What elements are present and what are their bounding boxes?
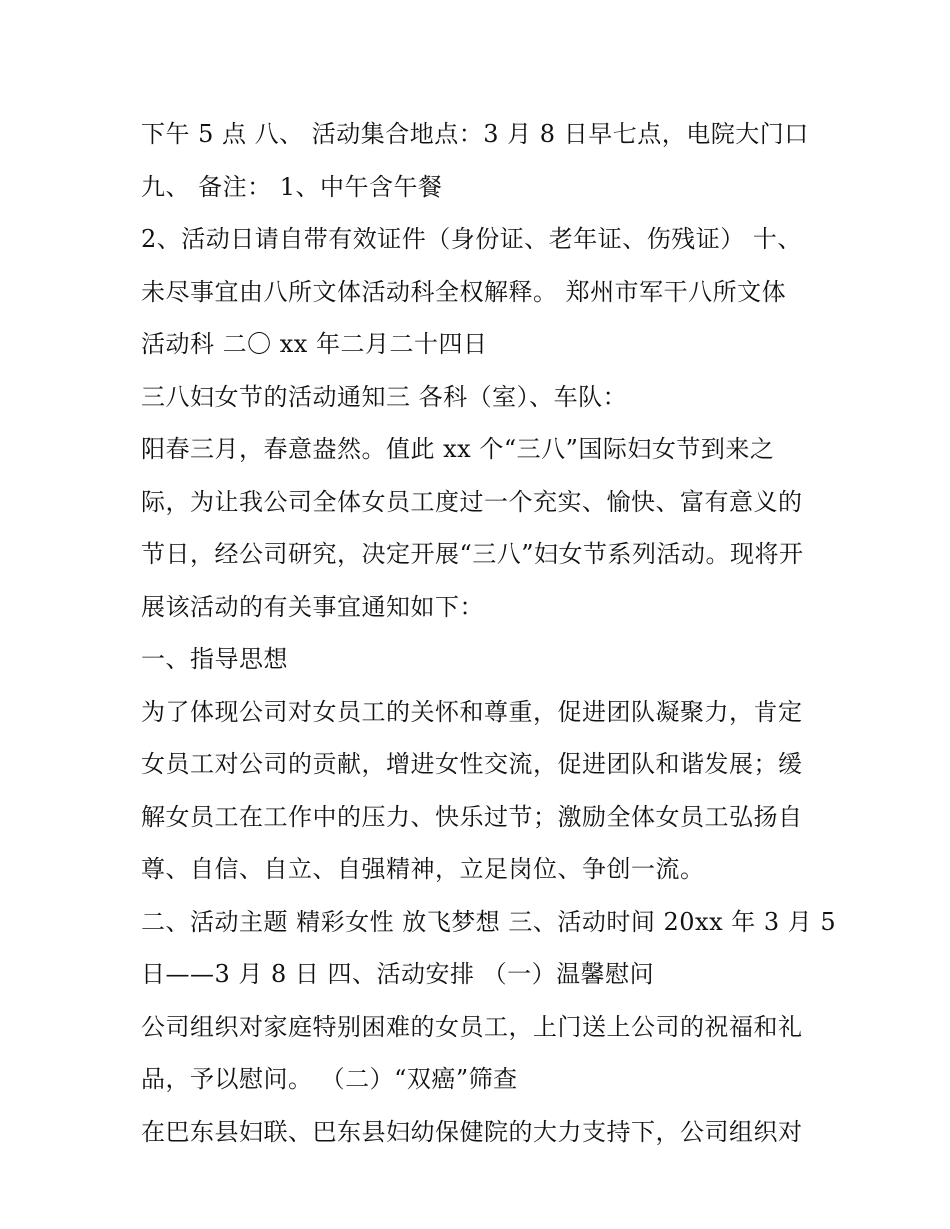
- section-heading: 一、指导思想: [141, 645, 288, 673]
- text-line: 下午 5 点 八、 活动集合地点：3 月 8 日早七点，电院大门口: [141, 120, 809, 148]
- text-line: 活动科 二〇 xx 年二月二十四日: [141, 330, 488, 358]
- text-line: 女员工对公司的贡献，增进女性交流，促进团队和谐发展；缓: [141, 750, 803, 778]
- text-line: 在巴东县妇联、巴东县妇幼保健院的大力支持下，公司组织对: [141, 1117, 803, 1146]
- text-line: 未尽事宜由八所文体活动科全权解释。 郑州市军干八所文体: [141, 277, 787, 306]
- document-body: [141, 108, 837, 1158]
- text-line: 节日，经公司研究，决定开展“三八”妇女节系列活动。现将开: [141, 540, 804, 568]
- text-line: 2、活动日请自带有效证件（身份证、老年证、伤残证） 十、: [141, 225, 802, 253]
- text-line: 阳春三月，春意盎然。值此 xx 个“三八”国际妇女节到来之: [141, 435, 775, 463]
- text-line: 展该活动的有关事宜通知如下：: [141, 592, 484, 621]
- text-line: 尊、自信、自立、自强精神，立足岗位、争创一流。: [141, 855, 705, 883]
- text-line: 品，予以慰问。 （二）“双癌”筛查: [141, 1065, 518, 1093]
- text-line: 二、活动主题 精彩女性 放飞梦想 三、活动时间 20xx 年 3 月 5: [141, 907, 837, 936]
- text-line: 日——3 月 8 日 四、活动安排 （一）温馨慰问: [141, 960, 655, 988]
- text-line: 九、 备注： 1、中午含午餐: [141, 172, 443, 201]
- text-line: 为了体现公司对女员工的关怀和尊重，促进团队凝聚力，肯定: [141, 697, 803, 726]
- text-line: 际，为让我公司全体女员工度过一个充实、愉快、富有意义的: [141, 487, 803, 516]
- text-line: 三八妇女节的活动通知三 各科（室）、车队：: [141, 382, 628, 411]
- text-line: 公司组织对家庭特别困难的女员工，上门送上公司的祝福和礼: [141, 1012, 803, 1041]
- text-line: 解女员工在工作中的压力、快乐过节；激励全体女员工弘扬自: [141, 802, 803, 831]
